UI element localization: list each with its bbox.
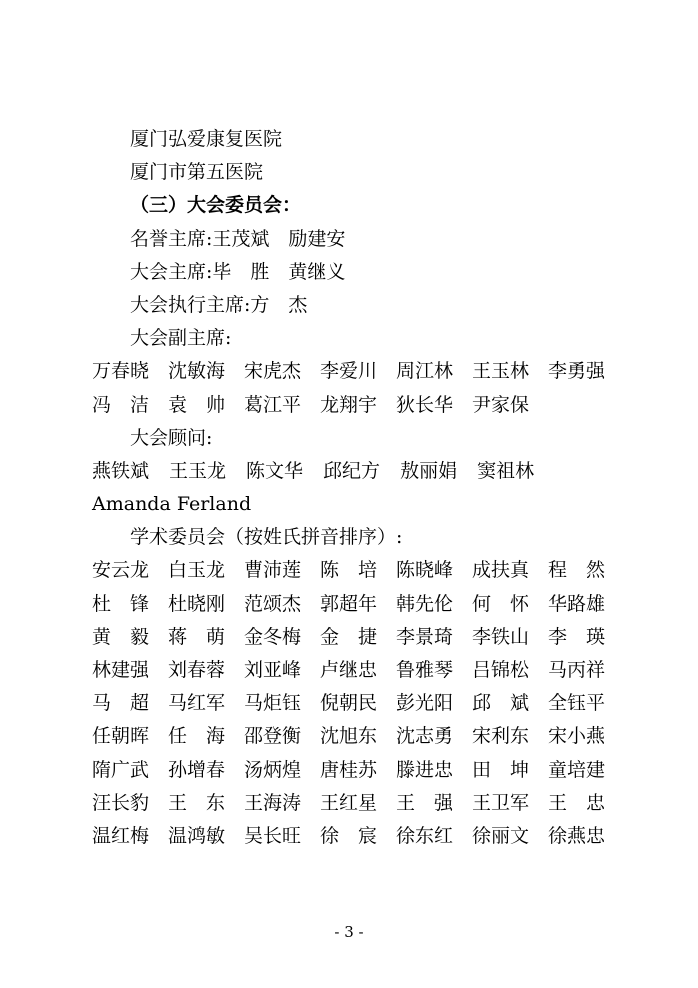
member-name: 李爱川	[320, 360, 378, 383]
member-name: 黄 毅	[92, 625, 150, 648]
member-name: 孙增春	[168, 758, 226, 781]
member-name: 黄继义	[288, 260, 346, 283]
member-name: 邱 斌	[472, 692, 530, 715]
member-name: 任朝晖	[92, 725, 150, 748]
member-name: 刘亚峰	[244, 659, 302, 682]
member-name: 杜晓刚	[168, 592, 226, 615]
member-name: 周江林	[396, 360, 454, 383]
academic-committee-label: 学术委员会（按姓氏拼音排序）:	[130, 526, 403, 549]
member-name: 尹家保	[472, 393, 530, 416]
member-name: 敖丽娟	[400, 459, 458, 482]
member-name: 隋广武	[92, 758, 150, 781]
member-name: 葛江平	[244, 393, 302, 416]
hospital-line: 厦门弘爱康复医院	[130, 128, 283, 150]
member-name: 邱纪方	[323, 459, 381, 482]
member-name: 王玉龙	[169, 459, 227, 482]
member-name: 韩先伦	[396, 592, 454, 615]
member-name: 李铁山	[472, 625, 530, 648]
member-name: 陈文华	[246, 459, 304, 482]
member-name: 温鸿敏	[168, 824, 226, 847]
honorary-chair-members	[212, 228, 345, 250]
member-name: 沈敏海	[168, 360, 226, 383]
member-name: 汤炳煌	[244, 758, 302, 781]
member-name: 刘春蓉	[168, 659, 226, 682]
executive-chair-line	[92, 289, 632, 322]
member-name: 吴长旺	[244, 824, 302, 847]
member-name: 励建安	[288, 227, 346, 250]
member-name: 倪朝民	[320, 692, 378, 715]
honorary-chair-label: 名誉主席:	[130, 227, 213, 250]
chair-members	[212, 261, 345, 283]
member-name: 唐桂苏	[320, 758, 378, 781]
member-name: 李 瑛	[548, 625, 606, 648]
member-name: 袁 帅	[168, 393, 226, 416]
member-name: 王红星	[320, 791, 378, 814]
member-name: 马 超	[92, 692, 150, 715]
committee-heading: （三）大会委员会：	[130, 194, 302, 217]
member-name: 王 强	[396, 791, 454, 814]
member-name: 成扶真	[472, 559, 530, 582]
member-name: 吕锦松	[472, 659, 530, 682]
member-name: 温红梅	[92, 824, 150, 847]
member-name: 杜 锋	[92, 592, 150, 615]
member-name: 马红军	[168, 692, 226, 715]
member-name: 陈 培	[320, 559, 378, 582]
member-name: 王 忠	[548, 791, 606, 814]
member-name: 燕铁斌	[92, 459, 150, 482]
member-name: 任 海	[168, 725, 226, 748]
member-name: 狄长华	[396, 393, 454, 416]
member-name: 田 坤	[472, 758, 530, 781]
document-body	[92, 123, 632, 853]
member-name: 范颂杰	[244, 592, 302, 615]
member-name: 万春晓	[92, 360, 150, 383]
member-name: 李勇强	[548, 360, 606, 383]
vice-chairs-list	[92, 355, 632, 421]
chair-line	[92, 256, 632, 289]
member-name: 何 怀	[472, 592, 530, 615]
member-name: 卢继忠	[320, 659, 378, 682]
member-name: 冯 洁	[92, 393, 150, 416]
member-name: 童培建	[548, 758, 606, 781]
member-name: 邵登衡	[244, 725, 302, 748]
member-name: 王卫军	[472, 791, 530, 814]
member-name: 宋利东	[472, 725, 530, 748]
chair-label: 大会主席:	[130, 260, 213, 283]
member-name: 王茂斌	[212, 227, 270, 250]
member-name: 蒋 萌	[168, 625, 226, 648]
member-name: 汪长豹	[92, 791, 150, 814]
member-name: 沈志勇	[396, 725, 454, 748]
academic-committee-list	[92, 554, 632, 853]
member-name: 马炬钰	[244, 692, 302, 715]
member-name: 马丙祥	[548, 659, 606, 682]
executive-chair-label: 大会执行主席:	[130, 293, 251, 316]
member-name: 李景琦	[396, 625, 454, 648]
member-name: 白玉龙	[168, 559, 226, 582]
advisors-label: 大会顾问:	[130, 426, 213, 449]
member-name: 华路雄	[548, 592, 606, 615]
member-name: 宋小燕	[548, 725, 606, 748]
member-name: 徐东红	[396, 824, 454, 847]
member-name: 王海涛	[244, 791, 302, 814]
member-name: 鲁雅琴	[396, 659, 454, 682]
hospital-line: 厦门市第五医院	[130, 161, 264, 184]
member-name: 龙翔宇	[320, 393, 378, 416]
member-name: 郭超年	[320, 592, 378, 615]
executive-chair-members	[250, 294, 307, 316]
member-name: 窦祖林	[477, 459, 535, 482]
member-name: 宋虎杰	[244, 360, 302, 383]
member-name: 安云龙	[92, 559, 150, 582]
member-name: 沈旭东	[320, 725, 378, 748]
member-name: 曹沛莲	[244, 559, 302, 582]
member-name: 程 然	[548, 559, 606, 582]
member-name: 金冬梅	[244, 625, 302, 648]
member-name: 方 杰	[250, 293, 308, 316]
member-name: 徐丽文	[472, 824, 530, 847]
advisors-list	[92, 455, 632, 521]
member-name: 滕进忠	[396, 758, 454, 781]
member-name: 全钰平	[548, 692, 606, 715]
vice-chairs-label: 大会副主席:	[130, 327, 232, 350]
member-name: 徐燕忠	[548, 824, 606, 847]
honorary-chair-line	[92, 223, 632, 256]
member-name: 徐 宸	[320, 824, 378, 847]
member-name: 彭光阳	[396, 692, 454, 715]
member-name: Amanda Ferland	[92, 493, 252, 516]
member-name: 王玉林	[472, 360, 530, 383]
page-number: - 3 -	[334, 923, 364, 941]
member-name: 王 东	[168, 791, 226, 814]
member-name: 陈晓峰	[396, 559, 454, 582]
member-name: 林建强	[92, 659, 150, 682]
member-name: 毕 胜	[212, 260, 270, 283]
member-name: 金 捷	[320, 625, 378, 648]
